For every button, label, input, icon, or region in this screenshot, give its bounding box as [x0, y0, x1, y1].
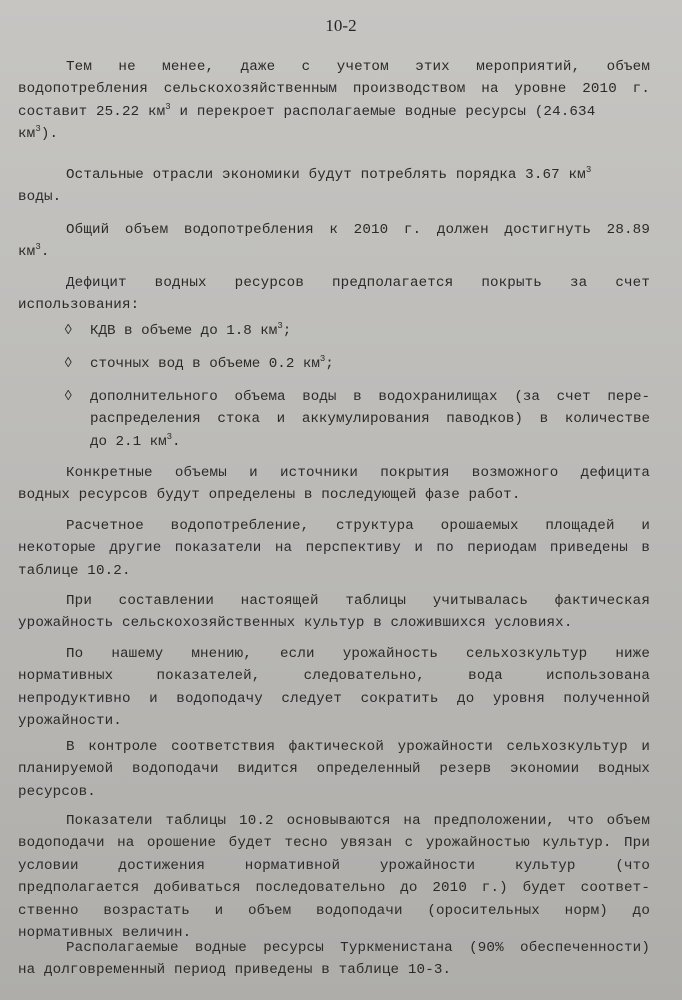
- page-number: 10-2: [325, 16, 357, 35]
- text-line: дополнительного объема воды в водохранилищах (за счет пере-: [90, 389, 650, 405]
- text-line: некоторые другие показатели на перспективу и по периодам приведены в: [18, 540, 650, 557]
- text-line: распределения стока и аккумулирования паводков) в количестве: [90, 411, 650, 428]
- text-segment: и перекроет располагаемые водные ресурсы (24.634: [170, 103, 596, 120]
- text-segment: .: [40, 244, 50, 261]
- superscript: 3: [35, 124, 41, 135]
- text-line: Расчетное водопотребление, структура орошаемых площадей и: [66, 518, 650, 534]
- text-line: таблице 10.2.: [18, 562, 131, 579]
- text-line: Дефицит водных ресурсов предполагается покрыть за счет: [66, 275, 650, 291]
- text-line: условии достижения нормативной урожайности культур (что: [18, 857, 650, 874]
- text-segment: составит 25.22 км: [18, 103, 166, 120]
- text-segment: ).: [40, 126, 59, 143]
- text-line: [18, 123, 650, 145]
- superscript: 3: [35, 242, 41, 253]
- text-segment: ;: [325, 356, 334, 372]
- text-line: [90, 320, 650, 342]
- text-line: Конкретные объемы и источники покрытия возможного дефицита: [66, 465, 650, 481]
- text-line: [18, 101, 650, 123]
- paragraph-9: [18, 736, 650, 803]
- superscript: 3: [585, 165, 592, 175]
- text-segment: Остальные отрасли экономики будут потреблять порядка 3.67 км: [66, 167, 586, 183]
- text-segment: км: [18, 244, 36, 261]
- superscript: 3: [277, 321, 283, 331]
- paragraph-2: [18, 164, 650, 209]
- text-line: непродуктивно и водоподачу следует сократить до уровня полученной: [18, 690, 650, 707]
- text-segment: .: [172, 433, 181, 450]
- paragraph-11: [18, 937, 650, 982]
- text-line: [90, 431, 650, 453]
- text-line: водоподачи на орошение будет тесно увязан с урожайностью культур. При: [18, 835, 650, 852]
- text-line: ственно возрастать и объем водоподачи (оросительных норм) до: [18, 902, 650, 919]
- paragraph-10: [18, 810, 650, 944]
- text-line: Тем не менее, даже с учетом этих мероприятий, объем: [66, 59, 650, 75]
- paragraph-5: [18, 462, 650, 507]
- text-line: нормативных величин.: [18, 925, 192, 942]
- text-line: нормативных показателей, следовательно, вода использована: [18, 668, 650, 685]
- text-line: урожайности.: [18, 713, 122, 730]
- text-segment: до 2.1 км: [90, 433, 167, 450]
- text-line: Общий объем водопотребления к 2010 г. должен достигнуть 28.89: [66, 222, 650, 238]
- text-segment: км: [18, 126, 36, 143]
- text-line: При составлении настоящей таблицы учитывалась фактическая: [66, 593, 650, 609]
- paragraph-3: [18, 219, 650, 264]
- text-line: водных ресурсов будут определены в последующей фазе работ.: [18, 487, 521, 504]
- diamond-bullet-icon: ◊: [64, 356, 73, 372]
- text-line: предполагается добиваться последовательно до 2010 г.) будет соответ-: [18, 880, 650, 897]
- text-segment: ;: [282, 323, 292, 339]
- paragraph-6: [18, 515, 650, 582]
- text-line: Располагаемые водные ресурсы Туркменистана (90% обеспеченности): [66, 940, 650, 956]
- text-line: водопотребления сельскохозяйственным производством на уровне 2010 г.: [18, 81, 650, 98]
- text-line: В контроле соответствия фактической урожайности сельхозкультур и: [66, 739, 650, 755]
- paragraph-7: [18, 590, 650, 635]
- text-line: ресурсов.: [18, 783, 96, 800]
- text-line: планируемой водоподачи видится определенный резерв экономии водных: [18, 761, 650, 778]
- diamond-bullet-icon: ◊: [64, 389, 73, 405]
- superscript: 3: [165, 101, 171, 112]
- text-line: на долговременный период приведены в таблице 10-3.: [18, 962, 452, 979]
- text-segment: сточных вод в объеме 0.2 км: [90, 356, 320, 372]
- text-line: воды.: [18, 189, 62, 206]
- text-line: урожайность сельскохозяйственных культур в сложившихся условиях.: [18, 615, 573, 632]
- text-line: [18, 241, 650, 263]
- text-line: Показатели таблицы 10.2 основываются на предположении, что объем: [66, 813, 650, 829]
- text-line: [90, 353, 650, 375]
- superscript: 3: [166, 431, 173, 442]
- text-segment: КДВ в объеме до 1.8 км: [90, 323, 278, 339]
- diamond-bullet-icon: ◊: [64, 323, 73, 339]
- paragraph-4: [18, 272, 650, 317]
- text-line: использования:: [18, 297, 140, 314]
- paragraph-1: [18, 56, 650, 146]
- paragraph-8: [18, 643, 650, 733]
- text-line: По нашему мнению, если урожайность сельхозкультур ниже: [66, 646, 650, 662]
- superscript: 3: [319, 354, 326, 364]
- text-line: [18, 164, 650, 186]
